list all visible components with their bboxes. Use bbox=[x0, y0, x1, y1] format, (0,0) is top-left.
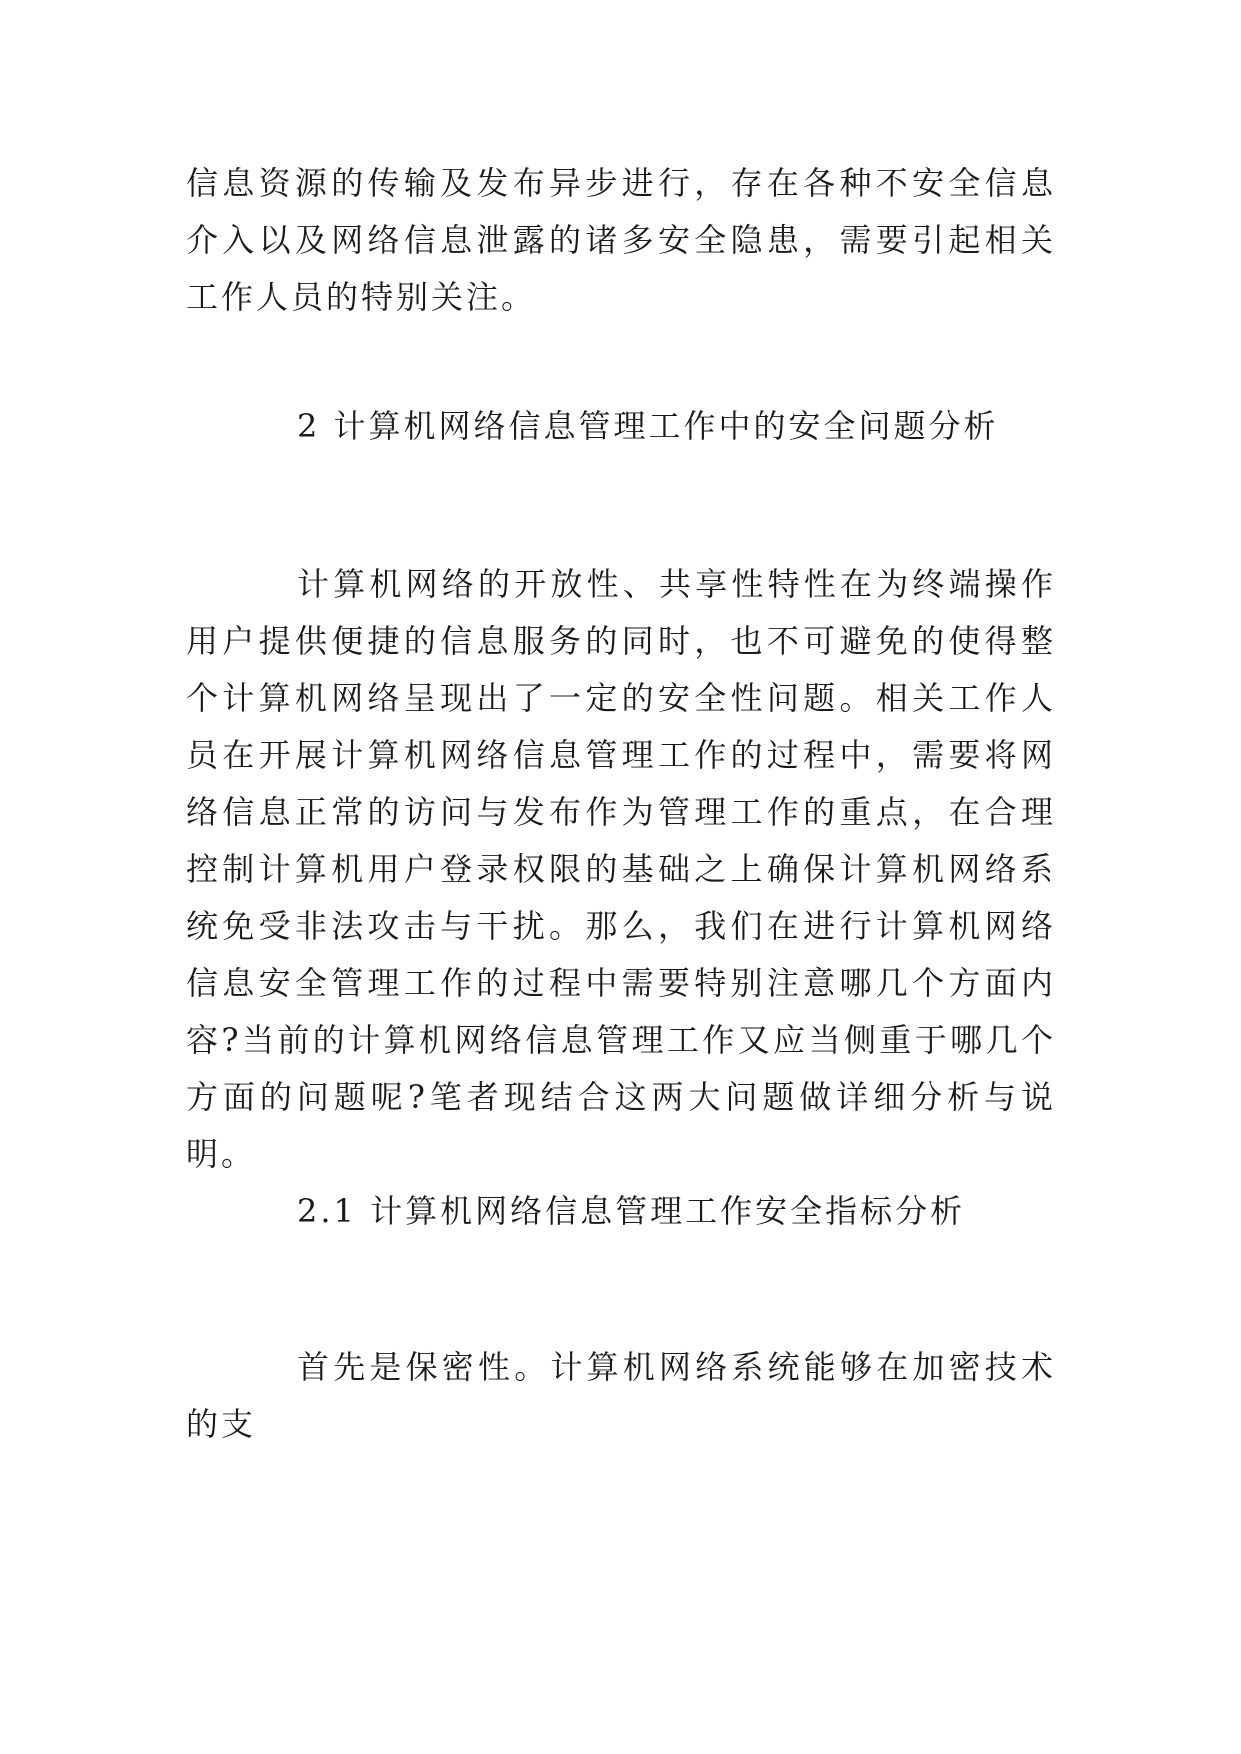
subsection-heading-2-1: 2.1 计算机网络信息管理工作安全指标分析 bbox=[297, 1192, 966, 1230]
subsection-2-1-paragraph: 首先是保密性。计算机网络系统能够在加密技术的支 bbox=[186, 1348, 1056, 1443]
section-2-paragraph: 计算机网络的开放性、共享性特性在为终端操作用户提供便捷的信息服务的同时，也不可避免的使得整个计算机网络呈现出了一定的安全性问题。相关工作人员在开展计算机网络信息管理工作的过程中，需要将网络信息正常的访问与发布作为管理工作的重点，在合理控制计算机用户登录权限的基础之上确保计算机网络系统免受非法攻击与干扰。那么，我们在进行计算机网络信息安全管理工作的过程中需要特别注意哪几个方面内容?当前的计算机网络信息管理工作又应当侧重于哪几个方面的问题呢?笔者现结合这两大问题做详细分析与说明。 bbox=[186, 565, 1056, 1173]
section-heading-2: 2 计算机网络信息管理工作中的安全问题分析 bbox=[297, 407, 999, 445]
paragraph-continuation: 信息资源的传输及发布异步进行，存在各种不安全信息介入以及网络信息泄露的诸多安全隐患，需要引起相关工作人员的特别关注。 bbox=[186, 164, 1056, 316]
